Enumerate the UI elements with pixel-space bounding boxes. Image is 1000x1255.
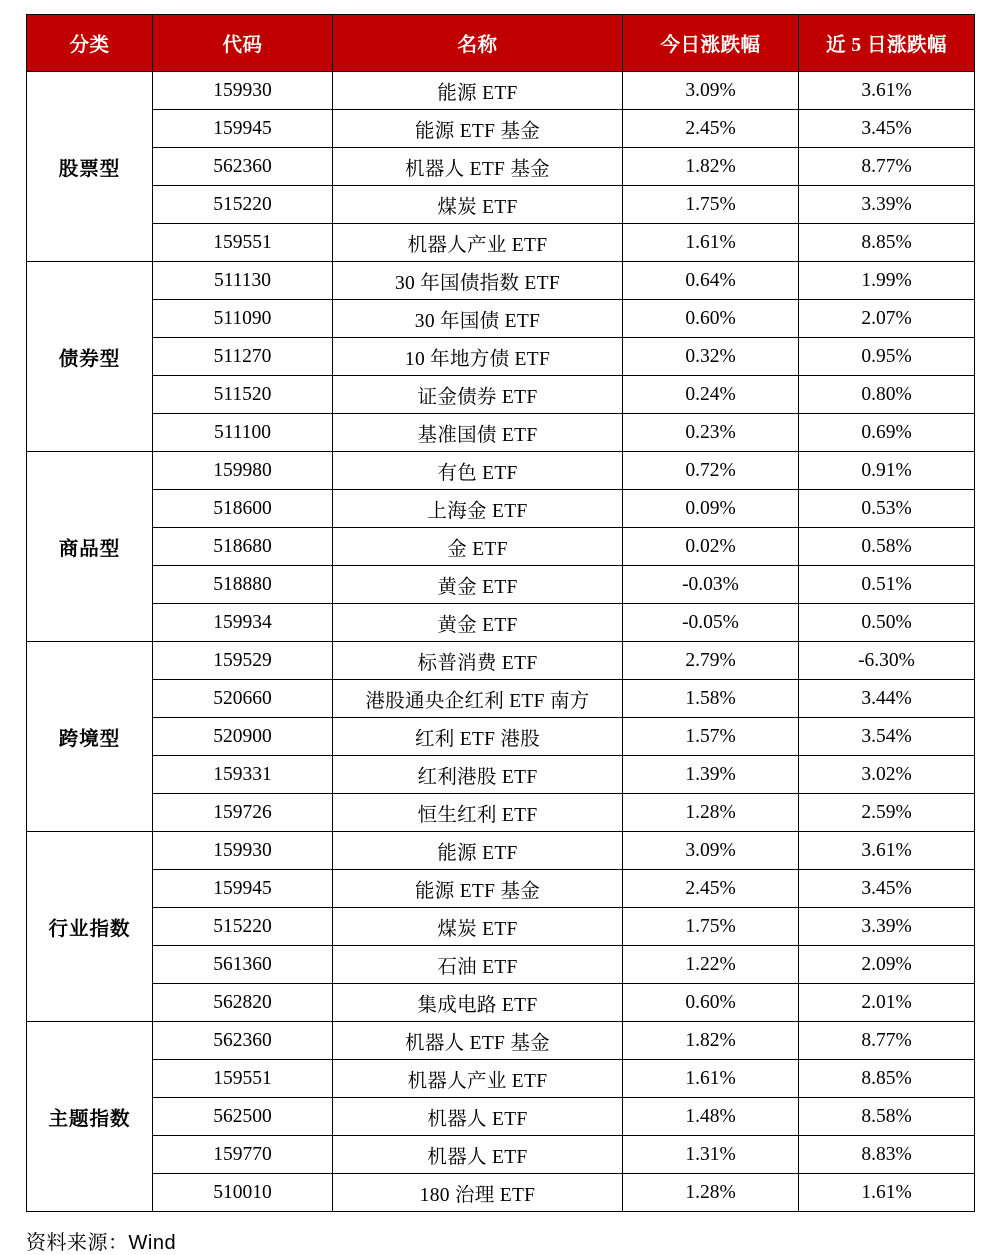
table-row (27, 300, 975, 338)
table-row (27, 794, 975, 832)
cell-code: 518600 (153, 490, 333, 528)
cell-today-change: 1.75% (623, 186, 799, 224)
table-row (27, 1098, 975, 1136)
table-row (27, 414, 975, 452)
cell-today-change: 0.60% (623, 984, 799, 1022)
cell-code: 562360 (153, 1022, 333, 1060)
cell-code: 159930 (153, 832, 333, 870)
cell-today-change: 1.58% (623, 680, 799, 718)
table-row (27, 756, 975, 794)
cell-name: 标普消费 ETF (333, 642, 623, 680)
table-row (27, 642, 975, 680)
cell-code: 518880 (153, 566, 333, 604)
cell-five-day-change: 0.95% (799, 338, 975, 376)
cell-name: 恒生红利 ETF (333, 794, 623, 832)
cell-code: 562820 (153, 984, 333, 1022)
cell-code: 562360 (153, 148, 333, 186)
cell-name: 能源 ETF (333, 72, 623, 110)
cell-name: 上海金 ETF (333, 490, 623, 528)
cell-code: 520900 (153, 718, 333, 756)
cell-name: 180 治理 ETF (333, 1174, 623, 1212)
cell-name: 机器人产业 ETF (333, 224, 623, 262)
cell-today-change: 3.09% (623, 832, 799, 870)
cell-name: 金 ETF (333, 528, 623, 566)
table-header (27, 15, 975, 72)
cell-five-day-change: 3.61% (799, 72, 975, 110)
cell-code: 159770 (153, 1136, 333, 1174)
cell-five-day-change: 3.45% (799, 870, 975, 908)
cell-five-day-change: 0.91% (799, 452, 975, 490)
cell-five-day-change: 8.58% (799, 1098, 975, 1136)
table-row (27, 110, 975, 148)
cell-name: 有色 ETF (333, 452, 623, 490)
cell-code: 159980 (153, 452, 333, 490)
cell-today-change: 0.64% (623, 262, 799, 300)
cell-code: 159945 (153, 110, 333, 148)
cell-category: 商品型 (27, 452, 153, 642)
cell-code: 159331 (153, 756, 333, 794)
cell-code: 511130 (153, 262, 333, 300)
cell-code: 510010 (153, 1174, 333, 1212)
cell-five-day-change: 2.09% (799, 946, 975, 984)
cell-name: 30 年国债指数 ETF (333, 262, 623, 300)
cell-name: 黄金 ETF (333, 604, 623, 642)
cell-five-day-change: 0.58% (799, 528, 975, 566)
cell-name: 能源 ETF 基金 (333, 870, 623, 908)
cell-today-change: 0.09% (623, 490, 799, 528)
table-row (27, 148, 975, 186)
cell-today-change: 1.28% (623, 1174, 799, 1212)
table-row (27, 338, 975, 376)
cell-five-day-change: 1.61% (799, 1174, 975, 1212)
cell-today-change: 1.61% (623, 224, 799, 262)
cell-name: 红利港股 ETF (333, 756, 623, 794)
cell-five-day-change: 0.69% (799, 414, 975, 452)
column-header-code: 代码 (153, 15, 333, 72)
table-row (27, 1060, 975, 1098)
table-row (27, 984, 975, 1022)
cell-name: 黄金 ETF (333, 566, 623, 604)
cell-five-day-change: 0.50% (799, 604, 975, 642)
column-header-five-day-change: 近 5 日涨跌幅 (799, 15, 975, 72)
cell-category: 行业指数 (27, 832, 153, 1022)
cell-code: 159930 (153, 72, 333, 110)
cell-five-day-change: -6.30% (799, 642, 975, 680)
cell-five-day-change: 2.07% (799, 300, 975, 338)
table-row (27, 1174, 975, 1212)
table-row (27, 1136, 975, 1174)
table-row (27, 946, 975, 984)
table-row (27, 832, 975, 870)
table-row (27, 566, 975, 604)
table-row (27, 528, 975, 566)
cell-five-day-change: 3.45% (799, 110, 975, 148)
cell-today-change: 1.39% (623, 756, 799, 794)
cell-name: 能源 ETF 基金 (333, 110, 623, 148)
cell-today-change: 1.82% (623, 1022, 799, 1060)
table-row (27, 1022, 975, 1060)
table-row (27, 604, 975, 642)
cell-today-change: -0.03% (623, 566, 799, 604)
cell-code: 159726 (153, 794, 333, 832)
cell-category: 债券型 (27, 262, 153, 452)
cell-today-change: 3.09% (623, 72, 799, 110)
cell-code: 159945 (153, 870, 333, 908)
cell-five-day-change: 2.01% (799, 984, 975, 1022)
cell-name: 机器人 ETF (333, 1136, 623, 1174)
cell-code: 515220 (153, 186, 333, 224)
cell-category: 股票型 (27, 72, 153, 262)
cell-category: 主题指数 (27, 1022, 153, 1212)
table-row (27, 224, 975, 262)
cell-today-change: 1.57% (623, 718, 799, 756)
column-header-today-change: 今日涨跌幅 (623, 15, 799, 72)
cell-today-change: -0.05% (623, 604, 799, 642)
cell-today-change: 0.60% (623, 300, 799, 338)
table-row (27, 490, 975, 528)
cell-name: 机器人 ETF 基金 (333, 1022, 623, 1060)
cell-five-day-change: 3.02% (799, 756, 975, 794)
cell-code: 159551 (153, 1060, 333, 1098)
cell-name: 石油 ETF (333, 946, 623, 984)
cell-today-change: 2.45% (623, 110, 799, 148)
cell-name: 10 年地方债 ETF (333, 338, 623, 376)
cell-today-change: 1.31% (623, 1136, 799, 1174)
cell-category: 跨境型 (27, 642, 153, 832)
cell-name: 机器人产业 ETF (333, 1060, 623, 1098)
cell-code: 515220 (153, 908, 333, 946)
cell-name: 机器人 ETF 基金 (333, 148, 623, 186)
cell-code: 159934 (153, 604, 333, 642)
cell-code: 159551 (153, 224, 333, 262)
cell-five-day-change: 8.83% (799, 1136, 975, 1174)
cell-name: 证金债券 ETF (333, 376, 623, 414)
cell-code: 520660 (153, 680, 333, 718)
source-note (26, 1226, 974, 1255)
cell-today-change: 0.02% (623, 528, 799, 566)
cell-name: 基准国债 ETF (333, 414, 623, 452)
table-row (27, 452, 975, 490)
cell-today-change: 0.24% (623, 376, 799, 414)
cell-code: 511100 (153, 414, 333, 452)
cell-today-change: 1.82% (623, 148, 799, 186)
cell-today-change: 0.72% (623, 452, 799, 490)
cell-today-change: 1.22% (623, 946, 799, 984)
cell-five-day-change: 8.77% (799, 148, 975, 186)
cell-name: 机器人 ETF (333, 1098, 623, 1136)
cell-five-day-change: 8.85% (799, 1060, 975, 1098)
table-row (27, 186, 975, 224)
cell-code: 518680 (153, 528, 333, 566)
cell-five-day-change: 3.44% (799, 680, 975, 718)
cell-today-change: 2.45% (623, 870, 799, 908)
table-row (27, 870, 975, 908)
cell-name: 港股通央企红利 ETF 南方 (333, 680, 623, 718)
cell-today-change: 1.48% (623, 1098, 799, 1136)
cell-code: 511090 (153, 300, 333, 338)
table-body (27, 72, 975, 1212)
cell-name: 煤炭 ETF (333, 908, 623, 946)
cell-name: 煤炭 ETF (333, 186, 623, 224)
cell-five-day-change: 0.53% (799, 490, 975, 528)
cell-name: 能源 ETF (333, 832, 623, 870)
cell-five-day-change: 2.59% (799, 794, 975, 832)
cell-code: 511270 (153, 338, 333, 376)
cell-five-day-change: 0.80% (799, 376, 975, 414)
cell-five-day-change: 0.51% (799, 566, 975, 604)
cell-today-change: 1.75% (623, 908, 799, 946)
cell-code: 511520 (153, 376, 333, 414)
cell-five-day-change: 8.77% (799, 1022, 975, 1060)
cell-five-day-change: 3.39% (799, 908, 975, 946)
cell-name: 集成电路 ETF (333, 984, 623, 1022)
table-row (27, 718, 975, 756)
cell-today-change: 0.32% (623, 338, 799, 376)
cell-five-day-change: 1.99% (799, 262, 975, 300)
cell-code: 159529 (153, 642, 333, 680)
cell-name: 红利 ETF 港股 (333, 718, 623, 756)
source-label: 资料来源： (26, 1232, 129, 1254)
cell-five-day-change: 3.61% (799, 832, 975, 870)
etf-performance-table (26, 14, 975, 1212)
cell-five-day-change: 8.85% (799, 224, 975, 262)
table-row (27, 72, 975, 110)
cell-today-change: 1.28% (623, 794, 799, 832)
source-value: Wind (128, 1232, 177, 1254)
table-header-row (27, 15, 975, 72)
cell-code: 561360 (153, 946, 333, 984)
column-header-name: 名称 (333, 15, 623, 72)
table-row (27, 376, 975, 414)
cell-five-day-change: 3.39% (799, 186, 975, 224)
table-row (27, 680, 975, 718)
cell-code: 562500 (153, 1098, 333, 1136)
cell-name: 30 年国债 ETF (333, 300, 623, 338)
table-row (27, 262, 975, 300)
cell-today-change: 0.23% (623, 414, 799, 452)
cell-today-change: 1.61% (623, 1060, 799, 1098)
cell-today-change: 2.79% (623, 642, 799, 680)
cell-five-day-change: 3.54% (799, 718, 975, 756)
column-header-category: 分类 (27, 15, 153, 72)
table-row (27, 908, 975, 946)
